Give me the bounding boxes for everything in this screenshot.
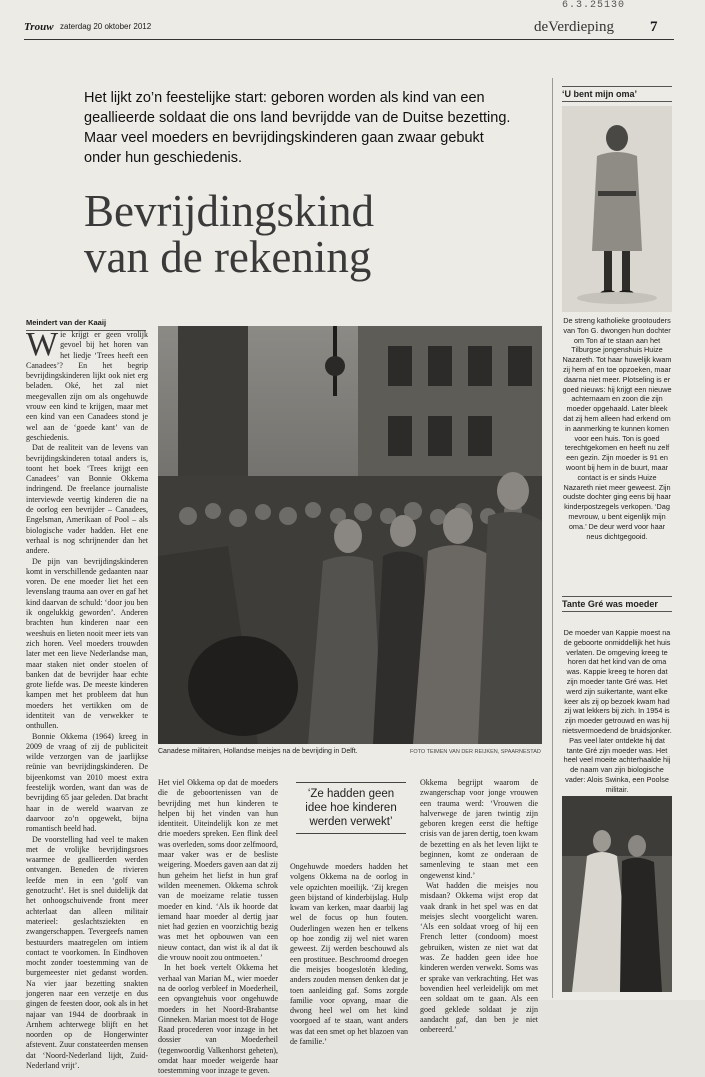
paragraph: Wie krijgt er geen vrolijk gevoel bij het horen van het liedje ‘Trees heeft een Canadees’? En het begrip bevrijdingskinderen lijkt ook niet erg beladen. Oké, het zal niet meegevallen zijn om als ongehuwde vrouw een kind te krijgen, maar met een kind van een Canadees stond je wel aan de ‘goede kant’ van de geschiedenis. xyxy=(26,326,148,442)
sidebar-1-title: ‘U bent mijn oma’ xyxy=(562,86,672,102)
page-header xyxy=(24,18,674,40)
paragraph: Ongehuwde moeders hadden het volgens Okkema na de oorlog in vele opzichten moeilijk. ‘Zij kregen geen bijstand of kinderbijslag. Hulp kwam van kerken, maar daarbij lag wel de focus op hun fouten. Ouderlingen wezen hen er telkens op hoe zondig zij wel niet waren geweest. Zij werden beschouwd als een prostituee. Beschroomd droegen die meisjes boogeslotén kleding, anders zouden mensen denken dat je toen aanleiding gaf. Soms zorgde familie voor opvang, maar die dwong heel wel om het kind voorgoed af te staan, want anders was dat een smet op het blazoen van de familie.’ xyxy=(290,862,408,1047)
boy-photo xyxy=(562,106,672,312)
article-column-2 xyxy=(158,778,278,1076)
paragraph: Bonnie Okkema (1964) kreeg in 2009 de vraag of zij de publiciteit wilde verzorgen van de jaarlijkse reünie van bevrijdingskinderen. De bijeenkomst van 2010 moest extra feestelijk worden, want dan was de bevrijding 65 jaar geleden. Dat bracht haar in de wereld waarvan ze daarvoor zo’n opgewekt, bijna romantisch beeld had. xyxy=(26,731,148,834)
article-column-4 xyxy=(420,778,538,1035)
byline: Meindert van der Kaaij xyxy=(26,318,146,331)
sidebar-2-title: Tante Gré was moeder xyxy=(562,596,672,612)
issue-date: zaterdag 20 oktober 2012 xyxy=(60,22,152,31)
paragraph: In het boek vertelt Okkema het verhaal van Marian M., wier moeder na de oorlog verbleef in Moederheil, een opvangtehuis voor ongehuwde moeders in het Noord-Brabantse Ginneken. Marian moest tot de Hoge Raad procederen voor inzage in het dossier van Moederheil (tegenwoordig Valkenhorst geheten), omdat haar moeder weigerde haar toestemming voor inzage te geven. xyxy=(158,963,278,1076)
sidebar-2-text: De moeder van Kappie moest na de geboorte onmiddellijk het huis verlaten. De omgeving kreeg te horen dat het kind van de oma was. Kappie kreeg te horen dat zijn moeder tante Gré was. Het werd zijn suikertante, want elke keer als zij op bezoek kwam had zij wat lekkers bij zich. In 1954 is zijn moeder getrouwd en was hij nietsvermoedend de bruidsjonker. Pas veel later ontdekte hij dat tante Gré zijn moeder was. Het heel veel moeite achterhaalde hij de naam van zijn biologische vader: Alois Swinka, een Poolse militair. xyxy=(562,628,672,794)
photo-caption: Canadese militairen, Hollandse meisjes na de bevrijding in Delft. xyxy=(158,748,358,755)
sidebar-1-text: De streng katholieke grootouders van Ton G. dwongen hun dochter om Ton af te staan aan het Tilburgse jongenshuis Huize Nazareth. Tot haar huwelijk kwam zij hem af en toe opzoeken, maar daarna niet meer. Plotseling is er goed nieuws: hij krijgt een nieuwe achternaam en zoon die zijn moeder opgehaald. Later bleek dat zij hem alleen had erkend om in aanmerking te kunnen komen voor een huis. Ton is goed terechtgekomen en heeft nu zelf een gezin. Zijn moeder is 91 en woont bij hem in de buurt, maar contact is er sinds Huize Nazareth niet meer geweest. Zijn oudste dochter ging eens bij haar kinderpostzegels verkopen. ‘Dag mevrouw, u bent eigenlijk mijn oma.’ De deur werd voor haar neus dichtgegooid. xyxy=(562,316,672,541)
article-intro: Het lijkt zo’n feestelijke start: geboren worden als kind van een geallieerde soldaat die ons land bevrijdde van de Duitse bezetting. Maar veel moeders en bevrijdingskinderen gaan zwaar gebukt onder hun geschiedenis. xyxy=(84,90,511,166)
archive-stamp: 6.3.25130 xyxy=(562,0,626,11)
page-number: 7 xyxy=(650,19,658,35)
headline-line-1: Bevrijdingskind xyxy=(84,186,374,236)
newspaper-name: Trouw xyxy=(24,21,54,33)
wedding-photo xyxy=(562,796,672,992)
crowd-photo-illustration xyxy=(158,326,542,744)
drop-cap: W xyxy=(26,326,59,363)
headline-line-2: van de rekening xyxy=(84,232,372,282)
pull-quote: ‘Ze hadden geen idee hoe kinderen werden verwekt’ xyxy=(296,782,406,834)
section-name: deVerdieping xyxy=(534,19,614,35)
paragraph: De pijn van bevrijdingskinderen komt in verschillende gedaanten naar voren. De ene moeder liet het een levenslang trauma aan over en gaf het kind daarvan de schuld: ‘door jou ben ik ongelukkig geworden’. Anderen brachten hun kinderen naar een weeshuis en lieten nooit meer iets van zich horen. Veel moeders trouwden later met een lieve Nederlandse man, maar staken niet onder stoelen of banken dat de bevrijder haar echte grote liefde was. De meeste kinderen kampen met het probleem dat hun moeders het vertikken om de identiteit van de verwekker te onthullen. xyxy=(26,556,148,731)
paragraph: Het viel Okkema op dat de moeders die de geboortenissen van de bevrijding met hun kinderen te helpen bij het vinden van hun identiteit. Uiteindelijk kon ze met drie moeders spreken. Een flink deel was overleden, soms door zelfmoord, maar vaker was er de besliste weigering. Moeders gaven aan dat zij hun geheim het liefst in hun graf wilden meenemen. Okkema schrok van de moeizame relatie tussen moeder en kind. ‘Als ik hoorde dat iemand haar moeder al dertig jaar niet had gezien en voorzichtig bezig was met het opbouwen van een nieuw contact, dan wist ik al dat ik die vrouw nooit zou ontmoeten.’ xyxy=(158,778,278,963)
paragraph: Okkema begrijpt waarom de zwangerschap voor jonge vrouwen een trauma werd: ‘Vrouwen die halverwege de jaren twintig zijn geboren kregen eerst die heftige crisis van de jaren dertig, toen kwam de bezetting en als het leven lijkt te beginnen, komt ze onderaan de samenleving te staan met een ongewenst kind.’ xyxy=(420,778,538,880)
photo-credit: FOTO TEIMEN VAN DER REIJKEN, SPAARNESTAD xyxy=(410,749,541,755)
sidebar-divider xyxy=(552,78,553,998)
paragraph: Dat de realiteit van de levens van bevrijdingskinderen totaal anders is, toont het boek ‘Trees krijgt een Canadees’ van Bonnie Okkema indringend. De freelance journaliste interviewde veertig kinderen die na de oorlog een bevrijder – Canadees, Engelsman, Amerikaan of Pool – als biologische vader hadden. Het ene verhaal is nog schrijnender dan het andere. xyxy=(26,443,148,556)
paragraph: De voorstelling had veel te maken met de vrolijke bevrijdingsroes waarmee de geallieerden werden ontvangen. Beneden de rivieren leefde men in een ‘golf van genotzucht’. Het is snel duidelijk dat het onhoogschuivende front meer achterlaat dan alleen militair materieel: geslachtsziekten en zwangerschappen. Tevergeefs namen bestuurders maatregelen om intiem contact te voorkomen. In Eindhoven mocht zonder toestemming van de burgemeester niet gedanst worden. Na vier jaar bezetting snakten jongeren naar een verzetje en dus gingen de feesten door, ook als in het najaar van 1944 de doorbraak in Arnhem achterwege blijft en het noorden op de Hongerwinter afstevent. Zuur constateerden mensen dat ‘Noord-Nederland lijdt, Zuid-Nederland vrijt’. xyxy=(26,834,148,1071)
wedding-illustration xyxy=(562,796,672,992)
paragraph: Wat hadden die meisjes nou misdaan? Okkema wijst erop dat vaak drank in het spel was en dat meisjes slecht voorgelicht waren. ‘Als een soldaat vroeg of hij een French letter (condoom) moest gebruiken, wisten ze niet wat dat was. Ze hadden geen idee hoe kinderen werden verwekt. Soms was er sprake van verkrachting. Het was bovendien heel verleidelijk om met een soldaat om te gaan. Als een goed geklede soldaat je zijn aandacht gaf, dan ben je niet onbereerd.’ xyxy=(420,880,538,1035)
boy-in-coat-illustration xyxy=(562,106,672,312)
main-photo xyxy=(158,326,542,744)
article-column-1 xyxy=(26,326,148,1071)
article-headline xyxy=(84,188,524,280)
article-column-3 xyxy=(290,862,408,1047)
